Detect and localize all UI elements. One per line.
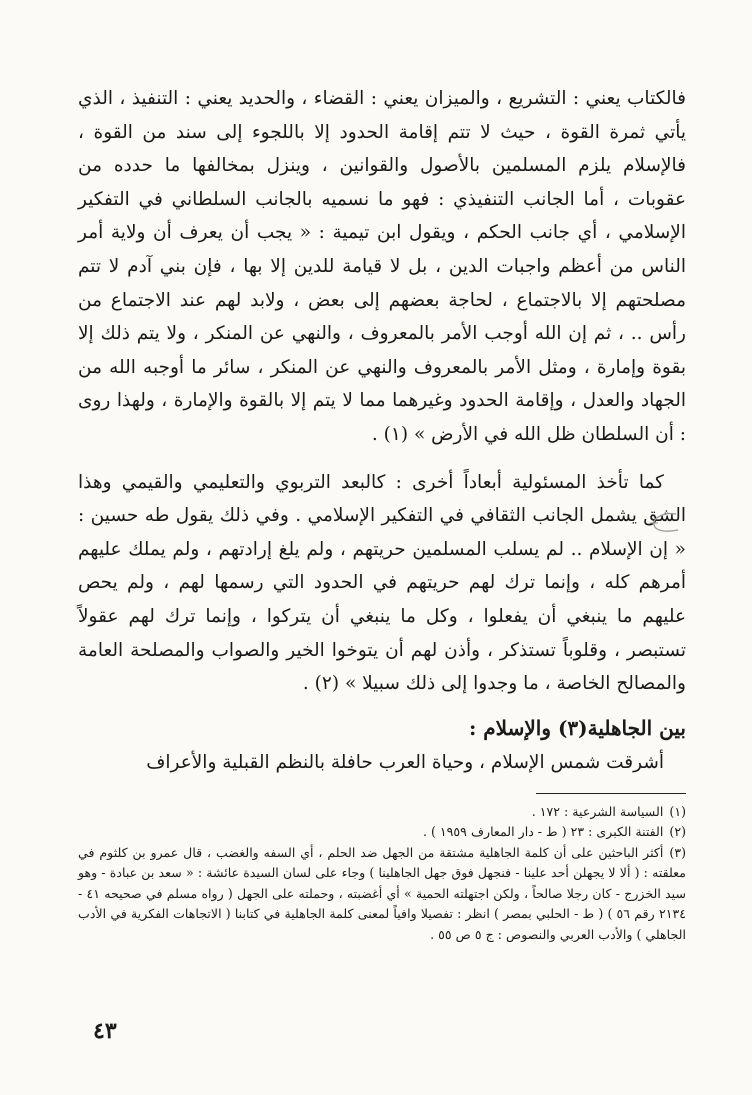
paragraph-1: فالكتاب يعني : التشريع ، والميزان يعني : القضاء ، والحديد يعني : التنفيذ ، الذي يأتي ثمرة القوة ، حيث لا تتم إقامة الحدود إلا باللجوء إلى سند من القوة ، فالإسلام يلزم المسلمين بالأصول والقوانين ، وينزل بمخالفها ما حدده من عقوبات ، أما الجانب التنفيذي : فهو ما نسميه بالجانب السلطاني في التفكير الإسلامي ، أي جانب الحكم ، ويقول ابن تيمية : « يجب أن يعرف أن ولاية أمر الناس من أعظم واجبات الدين ، بل لا قيامة للدين إلا بها ، فإن بني آدم لا تتم مصلحتهم إلا بالاجتماع ، لحاجة بعضهم إلى بعض ، ولابد لهم عند الاجتماع من رأس .. ، ثم إن الله أوجب الأمر بالمعروف ، والنهي عن المنكر ، ولا يتم ذلك إلا بقوة وإمارة ، ومثل الأمر بالمعروف والنهي عن المنكر ، سائر ما أوجبه الله من الجهاد والعدل ، وإقامة الحدود وغيرهما مما لا يتم إلا بالقوة والإمارة ، ولهذا روى : أن السلطان ظل الله في الأرض » (١) . bbox=[78, 88, 686, 445]
footnote-2-number: (٢) bbox=[669, 824, 686, 840]
footnote-2-text: الفتنة الكبرى : ٢٣ ( ط - دار المعارف ١٩٥٩ ) . bbox=[422, 824, 664, 840]
paragraph-2: كما تأخذ المسئولية أبعاداً أخرى : كالبعد التربوي والتعليمي والقيمي وهذا الشق يشمل الجانب الثقافي في التفكير الإسلامي . وفي ذلك يقول طه حسين : « إن الإسلام .. لم يسلب المسلمين حريتهم ، ولم يلغ إرادتهم ، ولم يملك عليهم أمرهم كله ، وإنما ترك لهم حريتهم في الحدود التي رسمها لهم ، ولم يحص عليهم ما ينبغي أن يفعلوا ، وكل ما ينبغي أن يتركوا ، وإنما ترك لهم عقولاً تستبصر ، وقلوباً تستذكر ، وأذن لهم أن يتوخوا الخير والصواب والمصلحة العامة والمصالح الخاصة ، ما وجدوا إلى ذلك سبيلا » (٢) . bbox=[78, 471, 686, 695]
footnote-1-text: السياسة الشرعية : ١٧٢ . bbox=[531, 803, 664, 819]
footnote-3 bbox=[78, 843, 686, 946]
footnote-1-number: (١) bbox=[669, 803, 686, 819]
paragraph-3: أشرقت شمس الإسلام ، وحياة العرب حافلة بالنظم القبلية والأعراف bbox=[146, 751, 664, 773]
margin-pencil-mark bbox=[646, 508, 682, 538]
page-number: ٤٣ bbox=[93, 1018, 117, 1044]
section-heading: بين الجاهلية(٣) والإسلام : bbox=[468, 715, 686, 740]
footnote-3-text: أكثر الباحثين على أن كلمة الجاهلية مشتقة من الجهل ضد الحلم ، أي السفه والغضب ، قال عمرو بن كلثوم في معلقته : ( ألا لا يجهلن أحد علينا - فنجهل فوق جهل الجاهلينا ) وجاء على لسان السيدة عائشة : « سعد بن عبادة - وهو سيد الخزرج - كان رجلا صالحاً ، ولكن اجتهلته الحمية » أي أغضبته ، وحملته على الجهل ( رواه مسلم في صحيحه ٤١ - ٢١٣٤ رقم ٥٦ ) ( ط - الحلبي بمصر ) انظر : تفصيلا وافياً لمعنى كلمة الجاهلية في كتابنا ( الاتجاهات الفكرية في الأدب الجاهلي ) والأدب العربي والنصوص : ج ٥ ص ٥٥ . bbox=[78, 844, 686, 942]
footnote-3-number: (٣) bbox=[669, 844, 686, 860]
page-body bbox=[78, 82, 686, 945]
footnote-2 bbox=[78, 822, 686, 843]
footnote-divider bbox=[536, 793, 686, 794]
footnote-1 bbox=[78, 802, 686, 823]
